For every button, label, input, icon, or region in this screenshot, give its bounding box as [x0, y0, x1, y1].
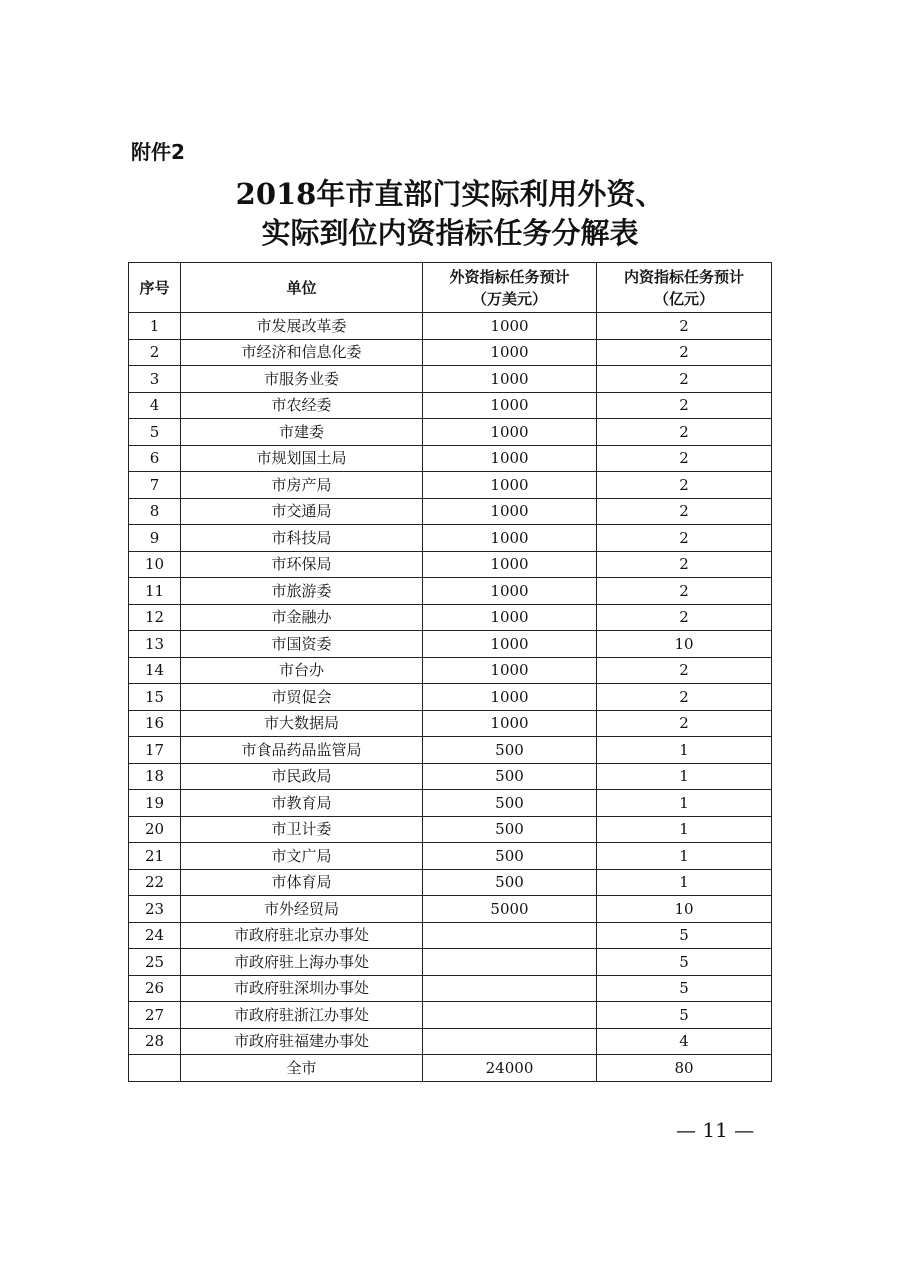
- cell-unit: 市食品药品监管局: [181, 737, 423, 764]
- cell-foreign: 500: [423, 790, 597, 817]
- cell-unit: 市大数据局: [181, 710, 423, 737]
- cell-unit: 市建委: [181, 419, 423, 446]
- cell-unit: 市卫计委: [181, 816, 423, 843]
- cell-foreign: [423, 1002, 597, 1029]
- header-unit: 单位: [181, 263, 423, 313]
- table-row: [129, 604, 772, 631]
- cell-unit: 市民政局: [181, 763, 423, 790]
- cell-seq: 8: [129, 498, 181, 525]
- cell-foreign: 1000: [423, 631, 597, 658]
- table-row: [129, 551, 772, 578]
- cell-domestic: 1: [597, 737, 772, 764]
- cell-foreign: 1000: [423, 657, 597, 684]
- cell-unit: 市体育局: [181, 869, 423, 896]
- total-domestic: 80: [597, 1055, 772, 1082]
- cell-seq: 15: [129, 684, 181, 711]
- cell-unit: 市服务业委: [181, 366, 423, 393]
- page-number: — 11 —: [676, 1118, 755, 1142]
- cell-foreign: 1000: [423, 710, 597, 737]
- cell-foreign: 5000: [423, 896, 597, 923]
- table-row: [129, 1002, 772, 1029]
- cell-seq: 28: [129, 1028, 181, 1055]
- table-row: [129, 419, 772, 446]
- cell-seq: 16: [129, 710, 181, 737]
- header-foreign: [423, 263, 597, 313]
- cell-unit: 市政府驻上海办事处: [181, 949, 423, 976]
- cell-domestic: 1: [597, 790, 772, 817]
- cell-unit: 市规划国土局: [181, 445, 423, 472]
- cell-unit: 市外经贸局: [181, 896, 423, 923]
- cell-seq: 19: [129, 790, 181, 817]
- cell-unit: 市环保局: [181, 551, 423, 578]
- cell-domestic: 2: [597, 578, 772, 605]
- cell-foreign: 500: [423, 816, 597, 843]
- cell-seq: 23: [129, 896, 181, 923]
- cell-seq: 12: [129, 604, 181, 631]
- cell-domestic: 2: [597, 498, 772, 525]
- cell-seq: 26: [129, 975, 181, 1002]
- total-row: [129, 1055, 772, 1082]
- cell-domestic: 1: [597, 816, 772, 843]
- table-row: [129, 710, 772, 737]
- cell-domestic: 2: [597, 313, 772, 340]
- cell-domestic: 2: [597, 710, 772, 737]
- total-foreign: 24000: [423, 1055, 597, 1082]
- table-row: [129, 631, 772, 658]
- cell-unit: 市经济和信息化委: [181, 339, 423, 366]
- cell-domestic: 5: [597, 949, 772, 976]
- table-row: [129, 1028, 772, 1055]
- cell-unit: 市政府驻福建办事处: [181, 1028, 423, 1055]
- cell-foreign: [423, 975, 597, 1002]
- table-row: [129, 843, 772, 870]
- cell-foreign: 1000: [423, 392, 597, 419]
- cell-seq: 27: [129, 1002, 181, 1029]
- cell-seq: 24: [129, 922, 181, 949]
- cell-unit: 市教育局: [181, 790, 423, 817]
- cell-domestic: 2: [597, 684, 772, 711]
- table-row: [129, 313, 772, 340]
- cell-seq: 6: [129, 445, 181, 472]
- cell-seq: 17: [129, 737, 181, 764]
- cell-domestic: 2: [597, 657, 772, 684]
- cell-foreign: 1000: [423, 419, 597, 446]
- cell-domestic: 2: [597, 551, 772, 578]
- cell-domestic: 4: [597, 1028, 772, 1055]
- cell-foreign: 500: [423, 843, 597, 870]
- cell-foreign: 500: [423, 869, 597, 896]
- cell-unit: 市金融办: [181, 604, 423, 631]
- header-foreign-label: 外资指标任务预计: [449, 267, 570, 286]
- cell-foreign: 1000: [423, 313, 597, 340]
- cell-seq: 22: [129, 869, 181, 896]
- cell-foreign: 1000: [423, 604, 597, 631]
- cell-unit: 市贸促会: [181, 684, 423, 711]
- cell-seq: 2: [129, 339, 181, 366]
- cell-unit: 市台办: [181, 657, 423, 684]
- total-seq: [129, 1055, 181, 1082]
- cell-foreign: [423, 922, 597, 949]
- table-row: [129, 366, 772, 393]
- cell-seq: 14: [129, 657, 181, 684]
- table-row: [129, 869, 772, 896]
- cell-unit: 市旅游委: [181, 578, 423, 605]
- cell-unit: 市文广局: [181, 843, 423, 870]
- cell-unit: 市政府驻浙江办事处: [181, 1002, 423, 1029]
- document-title-line1: 2018年市直部门实际利用外资、: [235, 177, 665, 211]
- cell-foreign: 1000: [423, 551, 597, 578]
- cell-foreign: 1000: [423, 339, 597, 366]
- allocation-table: [128, 262, 772, 1082]
- cell-domestic: 5: [597, 1002, 772, 1029]
- table-row: [129, 975, 772, 1002]
- total-unit: 全市: [181, 1055, 423, 1082]
- cell-seq: 21: [129, 843, 181, 870]
- header-domestic-label: 内资指标任务预计: [623, 267, 744, 286]
- cell-seq: 13: [129, 631, 181, 658]
- cell-domestic: 2: [597, 339, 772, 366]
- table-row: [129, 763, 772, 790]
- cell-domestic: 1: [597, 763, 772, 790]
- cell-seq: 1: [129, 313, 181, 340]
- header-seq: 序号: [129, 263, 181, 313]
- cell-seq: 7: [129, 472, 181, 499]
- table-row: [129, 339, 772, 366]
- cell-unit: 市房产局: [181, 472, 423, 499]
- table-row: [129, 949, 772, 976]
- table-body: [129, 313, 772, 1055]
- cell-seq: 20: [129, 816, 181, 843]
- table-row: [129, 657, 772, 684]
- table-row: [129, 790, 772, 817]
- cell-foreign: 500: [423, 763, 597, 790]
- cell-foreign: 1000: [423, 684, 597, 711]
- table-row: [129, 578, 772, 605]
- header-domestic: [597, 263, 772, 313]
- cell-domestic: 2: [597, 392, 772, 419]
- cell-unit: 市政府驻北京办事处: [181, 922, 423, 949]
- cell-foreign: [423, 1028, 597, 1055]
- cell-seq: 25: [129, 949, 181, 976]
- attachment-label: 附件2: [131, 140, 185, 164]
- document-title-line2: 实际到位内资指标任务分解表: [261, 216, 639, 250]
- cell-seq: 5: [129, 419, 181, 446]
- cell-foreign: 500: [423, 737, 597, 764]
- cell-unit: 市农经委: [181, 392, 423, 419]
- table-row: [129, 472, 772, 499]
- cell-foreign: 1000: [423, 578, 597, 605]
- header-domestic-unit: （亿元）: [653, 289, 714, 308]
- table-row: [129, 896, 772, 923]
- cell-seq: 3: [129, 366, 181, 393]
- header-foreign-unit: （万美元）: [471, 289, 547, 308]
- cell-unit: 市交通局: [181, 498, 423, 525]
- cell-domestic: 2: [597, 366, 772, 393]
- table-header-row: [129, 263, 772, 313]
- cell-domestic: 2: [597, 604, 772, 631]
- cell-foreign: 1000: [423, 445, 597, 472]
- table-row: [129, 922, 772, 949]
- table-row: [129, 498, 772, 525]
- table-row: [129, 816, 772, 843]
- cell-foreign: 1000: [423, 472, 597, 499]
- cell-unit: 市科技局: [181, 525, 423, 552]
- table-row: [129, 445, 772, 472]
- cell-foreign: [423, 949, 597, 976]
- table-row: [129, 525, 772, 552]
- cell-domestic: 2: [597, 472, 772, 499]
- cell-unit: 市国资委: [181, 631, 423, 658]
- cell-domestic: 10: [597, 631, 772, 658]
- cell-unit: 市发展改革委: [181, 313, 423, 340]
- cell-seq: 9: [129, 525, 181, 552]
- table-row: [129, 392, 772, 419]
- cell-seq: 4: [129, 392, 181, 419]
- cell-domestic: 2: [597, 419, 772, 446]
- cell-foreign: 1000: [423, 525, 597, 552]
- cell-domestic: 5: [597, 922, 772, 949]
- cell-domestic: 1: [597, 843, 772, 870]
- cell-domestic: 2: [597, 525, 772, 552]
- cell-seq: 10: [129, 551, 181, 578]
- cell-domestic: 5: [597, 975, 772, 1002]
- cell-seq: 11: [129, 578, 181, 605]
- cell-unit: 市政府驻深圳办事处: [181, 975, 423, 1002]
- cell-domestic: 1: [597, 869, 772, 896]
- cell-seq: 18: [129, 763, 181, 790]
- cell-foreign: 1000: [423, 498, 597, 525]
- cell-domestic: 2: [597, 445, 772, 472]
- table-row: [129, 737, 772, 764]
- cell-foreign: 1000: [423, 366, 597, 393]
- cell-domestic: 10: [597, 896, 772, 923]
- table-row: [129, 684, 772, 711]
